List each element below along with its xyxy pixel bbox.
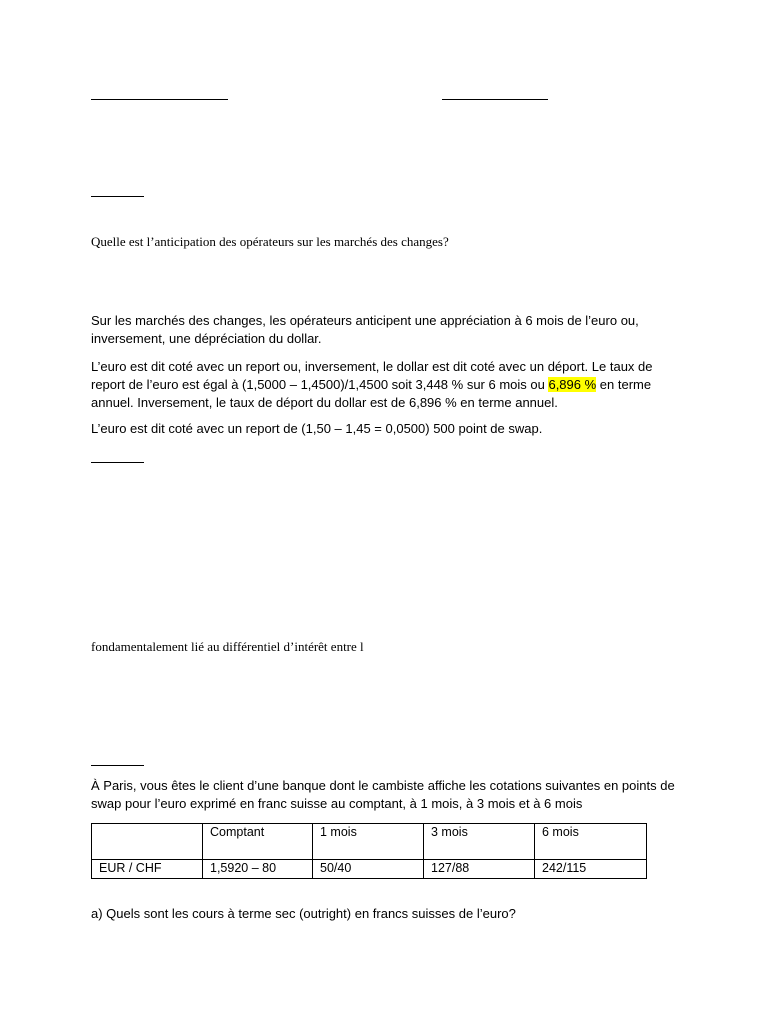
swap-quotes-table <box>91 823 647 879</box>
blank-line-2 <box>442 99 548 100</box>
section-rule-3 <box>91 765 144 766</box>
table-cell: 127/88 <box>424 860 535 879</box>
exercise-intro: À Paris, vous êtes le client d’une banque dont le cambiste affiche les cotations suivantes en points de swap pour l’euro exprimé en franc suisse au comptant, à 1 mois, à 3 mois et à 6 mois <box>91 778 675 811</box>
answer-paragraph-2-text: L’euro est dit coté avec un report ou, inversement, le dollar est dit coté avec un déport. Le taux de report de l’euro est égal à (1,5000 – 1,4500)/1,4500 soit 3,448 % sur 6 mois ou <box>91 359 653 392</box>
blank-line-1 <box>91 99 228 100</box>
table-cell: EUR / CHF <box>92 860 203 879</box>
section-rule-1 <box>91 196 144 197</box>
table-cell: 1,5920 – 80 <box>203 860 313 879</box>
table-header-cell: 3 mois <box>424 824 535 860</box>
table-header-cell: 6 mois <box>535 824 647 860</box>
table-header-cell <box>92 824 203 860</box>
table-header-row <box>92 824 647 860</box>
fragment-text: fondamentalement lié au différentiel d’intérêt entre l <box>91 639 364 654</box>
table-row <box>92 860 647 879</box>
answer-paragraph-2 <box>91 358 681 412</box>
table-header-cell: Comptant <box>203 824 313 860</box>
section-rule-2 <box>91 462 144 463</box>
table-header-cell: 1 mois <box>313 824 424 860</box>
question-a: a) Quels sont les cours à terme sec (outright) en francs suisses de l’euro? <box>91 906 516 921</box>
answer-paragraph-2-text-end: en terme annuel. Inversement, le taux de déport du dollar est de 6,896 % en terme annuel. <box>91 377 652 410</box>
table-cell: 50/40 <box>313 860 424 879</box>
table-cell: 242/115 <box>535 860 647 879</box>
answer-paragraph-3: L’euro est dit coté avec un report de (1,50 – 1,45 = 0,0500) 500 point de swap. <box>91 421 543 436</box>
highlighted-rate: 6,896 % <box>548 377 597 392</box>
question-heading: Quelle est l’anticipation des opérateurs sur les marchés des changes? <box>91 234 449 249</box>
answer-paragraph-1: Sur les marchés des changes, les opérateurs anticipent une appréciation à 6 mois de l’euro ou, inversement, une dépréciation du dollar. <box>91 313 639 346</box>
